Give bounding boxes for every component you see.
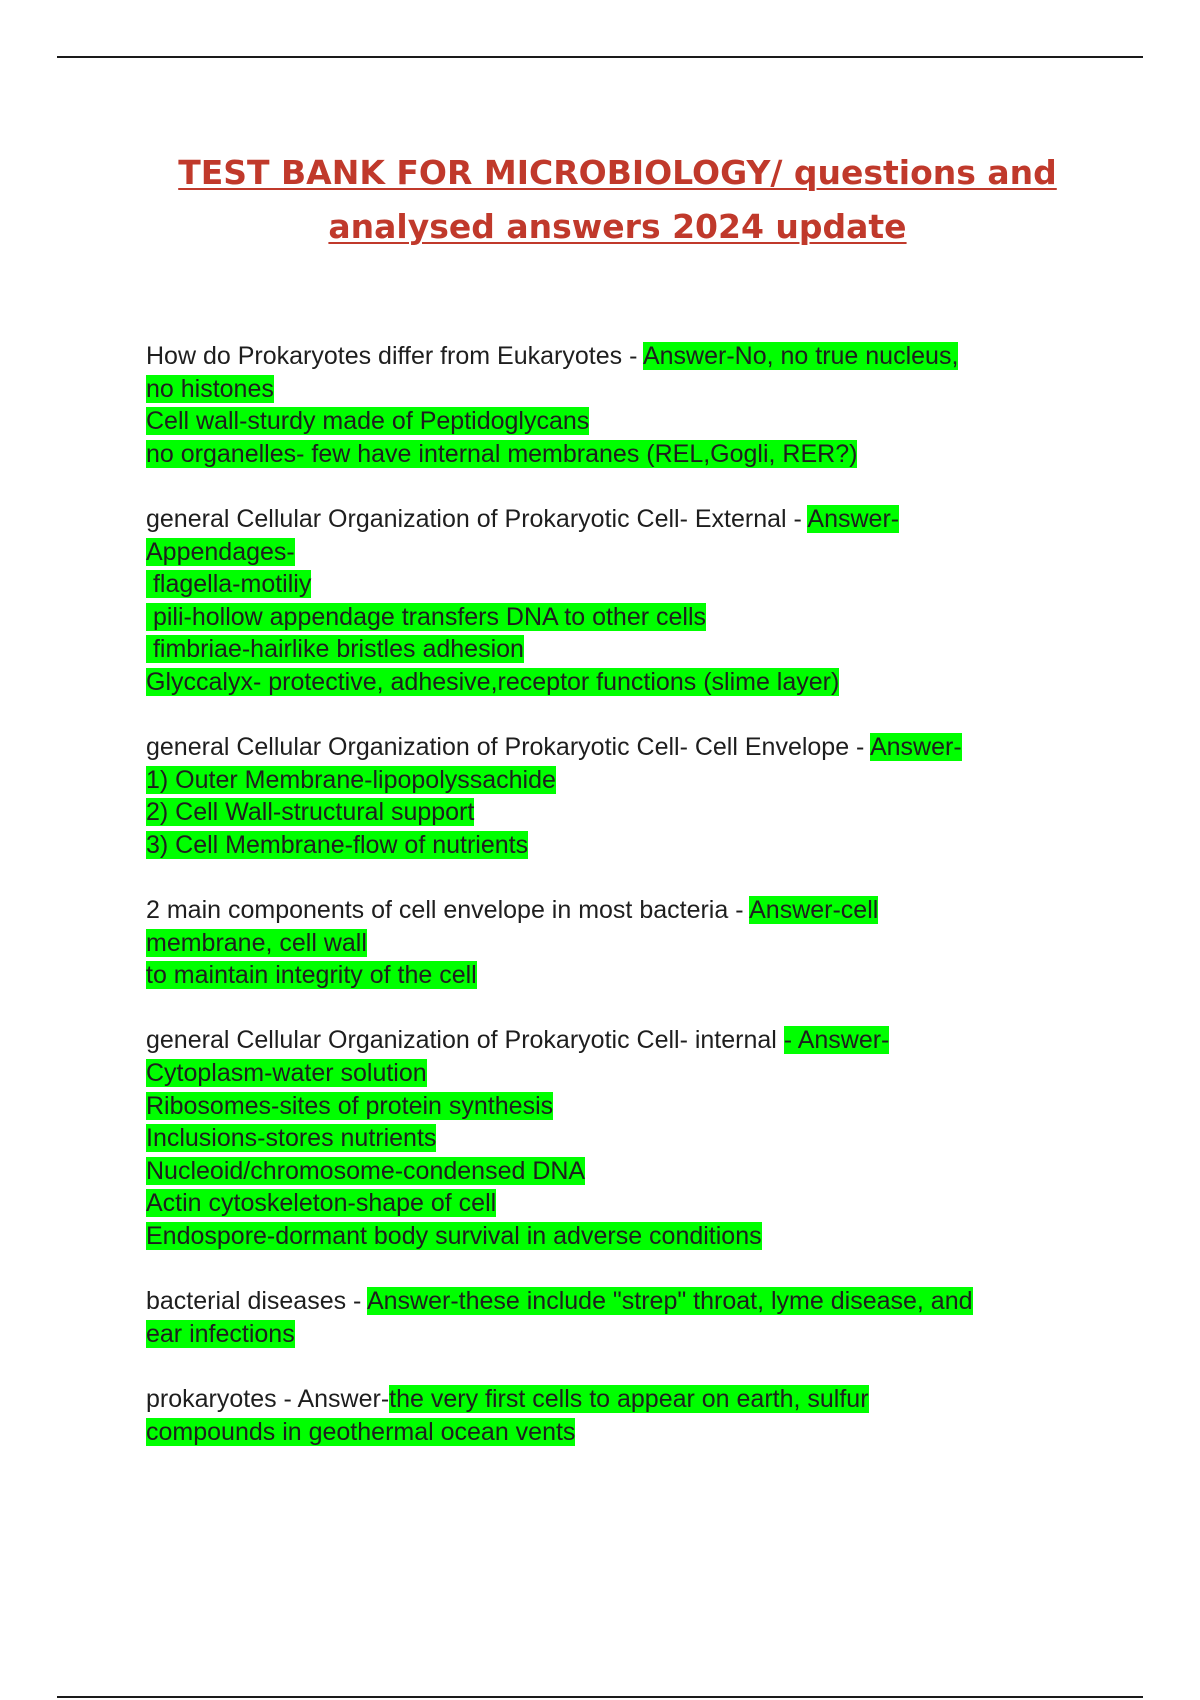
qa-line [146, 438, 1096, 471]
question-text: bacterial diseases - [146, 1287, 367, 1316]
qa-line [146, 1383, 1096, 1416]
qa-line [146, 536, 1096, 569]
highlighted-answer-text: Cytoplasm-water solution [146, 1059, 427, 1088]
qa-item [146, 731, 1096, 861]
highlighted-answer-text: membrane, cell wall [146, 928, 367, 957]
highlighted-answer-text: no histones [146, 374, 274, 403]
qa-line [146, 1416, 1096, 1449]
highlighted-answer-text: no organelles- few have internal membranes (REL,Gogli, RER?) [146, 439, 858, 468]
highlighted-answer-text: ear infections [146, 1319, 295, 1348]
highlighted-answer-text: the very first cells to appear on earth, sulfur [389, 1385, 869, 1413]
qa-line [146, 633, 1096, 666]
qa-line [146, 731, 1096, 764]
bottom-rule [57, 1696, 1143, 1698]
question-text: general Cellular Organization of Prokaryotic Cell- internal [146, 1026, 784, 1055]
qa-item [146, 340, 1096, 470]
qa-line [146, 1057, 1096, 1090]
highlighted-answer-text: Answer- [807, 504, 900, 533]
qa-item [146, 1024, 1096, 1252]
highlighted-answer-text: 1) Outer Membrane-lipopolyssachide [146, 765, 556, 794]
highlighted-answer-text: fimbriae-hairlike bristles adhesion [146, 635, 524, 664]
qa-line [146, 927, 1096, 960]
qa-line [146, 959, 1096, 992]
qa-line [146, 894, 1096, 927]
highlighted-answer-text: Inclusions-stores nutrients [146, 1124, 437, 1153]
qa-line [146, 666, 1096, 699]
question-text: How do Prokaryotes differ from Eukaryotes - [146, 342, 643, 370]
top-rule [57, 56, 1143, 58]
highlighted-answer-text: Ribosomes-sites of protein synthesis [146, 1091, 554, 1120]
qa-item [146, 894, 1096, 992]
qa-line [146, 829, 1096, 862]
highlighted-answer-text: Answer-cell [749, 896, 879, 925]
highlighted-answer-text: Answer-No, no true nucleus, [642, 342, 959, 370]
highlighted-answer-text: Answer- [869, 733, 962, 762]
highlighted-answer-text: Answer-these include "strep" throat, lyme disease, and [366, 1287, 973, 1316]
highlighted-answer-text: - Answer- [783, 1026, 890, 1055]
qa-item [146, 1285, 1096, 1350]
qa-line [146, 1122, 1096, 1155]
highlighted-answer-text: to maintain integrity of the cell [146, 961, 477, 990]
highlighted-answer-text: compounds in geothermal ocean vents [146, 1417, 576, 1446]
question-text: prokaryotes - Answer- [146, 1385, 390, 1413]
qa-item [146, 1383, 1096, 1448]
highlighted-answer-text: 3) Cell Membrane-flow of nutrients [146, 830, 529, 859]
highlighted-answer-text: Endospore-dormant body survival in adverse conditions [146, 1222, 762, 1251]
qa-line [146, 1090, 1096, 1123]
qa-line [146, 568, 1096, 601]
title-line-2: analysed answers 2024 update [328, 207, 907, 246]
qa-item [146, 503, 1096, 699]
document-title [150, 146, 1085, 254]
qa-line [146, 1187, 1096, 1220]
question-text: general Cellular Organization of Prokaryotic Cell- External - [146, 504, 808, 533]
highlighted-answer-text: Glyccalyx- protective, adhesive,receptor functions (slime layer) [146, 667, 840, 696]
qa-line [146, 340, 1096, 373]
qa-line [146, 764, 1096, 797]
question-text: 2 main components of cell envelope in most bacteria - [146, 896, 750, 925]
highlighted-answer-text: Appendages- [146, 537, 295, 566]
qa-line [146, 405, 1096, 438]
qa-line [146, 1024, 1096, 1057]
qa-line [146, 1155, 1096, 1188]
question-text: general Cellular Organization of Prokaryotic Cell- Cell Envelope - [146, 733, 870, 762]
qa-line [146, 796, 1096, 829]
highlighted-answer-text: Actin cytoskeleton-shape of cell [146, 1189, 497, 1218]
highlighted-answer-text: Nucleoid/chromosome-condensed DNA [146, 1156, 586, 1185]
highlighted-answer-text: pili-hollow appendage transfers DNA to other cells [146, 602, 707, 631]
title-line-1: TEST BANK FOR MICROBIOLOGY/ questions and [178, 153, 1057, 192]
qa-line [146, 1318, 1096, 1351]
qa-line [146, 1285, 1096, 1318]
highlighted-answer-text: 2) Cell Wall-structural support [146, 798, 475, 827]
qa-line [146, 503, 1096, 536]
qa-line [146, 1220, 1096, 1253]
highlighted-answer-text: Cell wall-sturdy made of Peptidoglycans [146, 407, 590, 436]
qa-list [146, 340, 1096, 1481]
highlighted-answer-text: flagella-motiliy [146, 570, 312, 599]
qa-line [146, 373, 1096, 406]
qa-line [146, 601, 1096, 634]
